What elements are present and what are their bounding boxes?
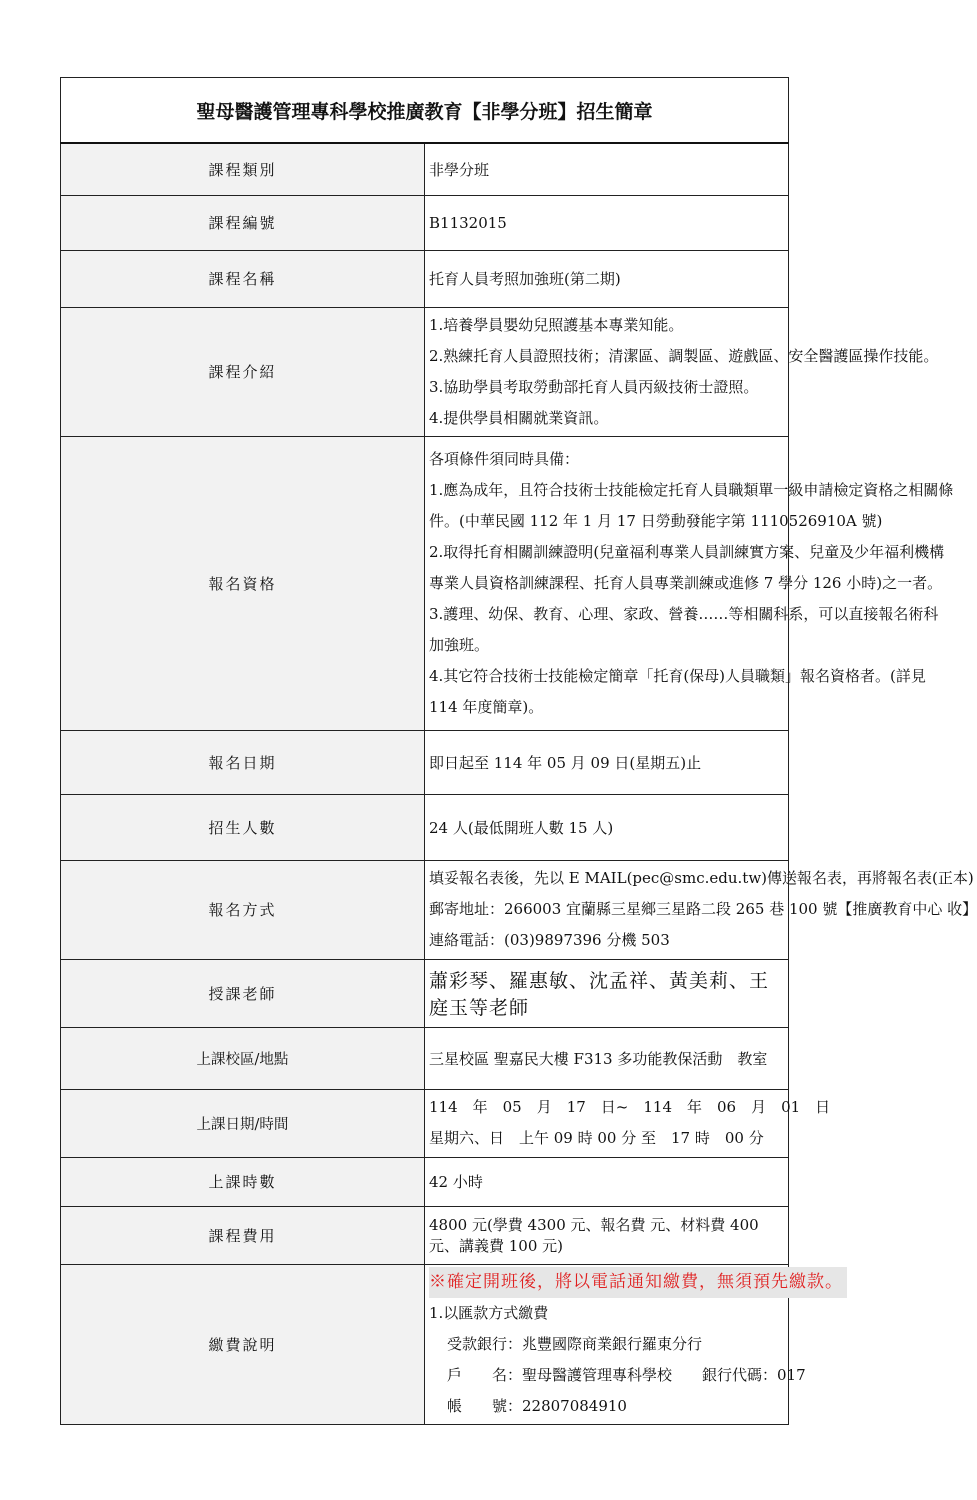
doc-title: 聖母醫護管理專科學校推廣教育【非學分班】招生簡章 — [61, 78, 789, 144]
intro-value — [425, 307, 939, 436]
payment-bank: 受款銀行：兆豐國際商業銀行羅東分行 — [447, 1334, 703, 1353]
code-value: B1132015 — [425, 195, 789, 250]
teachers-value: 蕭彩琴、羅惠敏、沈孟祥、黃美莉、王庭玉等老師 — [425, 959, 789, 1027]
intro-line: 4.提供學員相關就業資訊。 — [429, 408, 609, 427]
method-line: 郵寄地址：266003 宜蘭縣三星鄉三星路二段 265 巷 100 號【推廣教育中心 收】 — [429, 900, 977, 918]
intro-line: 2.熟練托育人員證照技術；清潔區、調製區、遊戲區、安全醫護區操作技能。 — [429, 346, 939, 365]
payment-value — [425, 1264, 843, 1424]
row-fee — [61, 1206, 789, 1264]
eligibility-line: 4.其它符合技術士技能檢定簡章「托育(保母)人員職類」報名資格者。(詳見 — [429, 666, 926, 685]
category-label: 課程類別 — [61, 143, 425, 195]
eligibility-line: 114 年度簡章)。 — [429, 697, 544, 716]
eligibility-line: 2.取得托育相關訓練證明(兒童福利專業人員訓練實方案、兒童及少年福利機構 — [429, 542, 945, 561]
payment-notice: ※確定開班後，將以電話通知繳費，無須預先繳款。 — [429, 1267, 847, 1298]
row-name — [61, 250, 789, 307]
quota-label: 招生人數 — [61, 794, 425, 860]
schedule-line: 星期六、日 上午 09 時 00 分 至 17 時 00 分 — [429, 1129, 764, 1147]
row-schedule — [61, 1089, 789, 1157]
name-label: 課程名稱 — [61, 250, 425, 307]
intro-line: 1.培養學員嬰幼兒照護基本專業知能。 — [429, 315, 684, 334]
row-payment — [61, 1264, 789, 1424]
eligibility-line: 各項條件須同時具備： — [429, 449, 580, 468]
fee-value: 4800 元(學費 4300 元、報名費 元、材料費 400 元、講義費 100 元) — [425, 1206, 789, 1264]
quota-value: 24 人(最低開班人數 15 人) — [425, 794, 789, 860]
method-line: 填妥報名表後，先以 E MAIL(pec@smc.edu.tw)傳送報名表，再將報名表(正本) — [429, 869, 974, 887]
row-teachers — [61, 959, 789, 1027]
venue-value: 三星校區 聖嘉民大樓 F313 多功能教保活動 教室 — [425, 1027, 789, 1089]
payment-account-name: 戶 名：聖母醫護管理專科學校 銀行代碼：017 — [447, 1365, 806, 1384]
row-method — [61, 860, 789, 959]
name-value: 托育人員考照加強班(第二期) — [425, 250, 789, 307]
schedule-line: 114 年 05 月 17 日~ 114 年 06 月 01 日 — [429, 1098, 831, 1116]
payment-account-no: 帳 號：22807084910 — [447, 1396, 627, 1415]
hours-value: 42 小時 — [425, 1157, 789, 1206]
payment-label: 繳費說明 — [61, 1264, 425, 1424]
reg-date-label: 報名日期 — [61, 730, 425, 794]
row-hours — [61, 1157, 789, 1206]
teachers-label: 授課老師 — [61, 959, 425, 1027]
eligibility-line: 1.應為成年，且符合技術士技能檢定托育人員職類單一級申請檢定資格之相關條 — [429, 480, 954, 499]
row-quota — [61, 794, 789, 860]
eligibility-value — [425, 436, 954, 730]
venue-label: 上課校區/地點 — [61, 1027, 425, 1089]
hours-label: 上課時數 — [61, 1157, 425, 1206]
enrollment-brochure — [60, 77, 977, 1425]
brochure-table — [60, 77, 977, 1425]
row-eligibility — [61, 436, 789, 730]
schedule-value — [425, 1089, 831, 1157]
row-venue — [61, 1027, 789, 1089]
row-reg-date — [61, 730, 789, 794]
method-label: 報名方式 — [61, 860, 425, 959]
code-label: 課程編號 — [61, 195, 425, 250]
reg-date-value: 即日起至 114 年 05 月 09 日(星期五)止 — [425, 730, 789, 794]
row-intro — [61, 307, 789, 436]
method-value — [425, 860, 977, 959]
eligibility-line: 加強班。 — [429, 635, 490, 654]
category-value: 非學分班 — [425, 143, 789, 195]
row-category — [61, 143, 789, 195]
eligibility-line: 件。(中華民國 112 年 1 月 17 日勞動發能字第 1110526910A 號) — [429, 511, 883, 530]
row-code — [61, 195, 789, 250]
payment-item: 1.以匯款方式繳費 — [429, 1303, 549, 1322]
eligibility-label: 報名資格 — [61, 436, 425, 730]
intro-label: 課程介紹 — [61, 307, 425, 436]
eligibility-line: 專業人員資格訓練課程、托育人員專業訓練或進修 7 學分 126 小時)之一者。 — [429, 573, 943, 592]
fee-label: 課程費用 — [61, 1206, 425, 1264]
schedule-label: 上課日期/時間 — [61, 1089, 425, 1157]
eligibility-line: 3.護理、幼保、教育、心理、家政、營養……等相關科系，可以直接報名術科 — [429, 604, 939, 623]
method-line: 連絡電話：(03)9897396 分機 503 — [429, 931, 670, 949]
intro-line: 3.協助學員考取勞動部托育人員丙級技術士證照。 — [429, 377, 759, 396]
